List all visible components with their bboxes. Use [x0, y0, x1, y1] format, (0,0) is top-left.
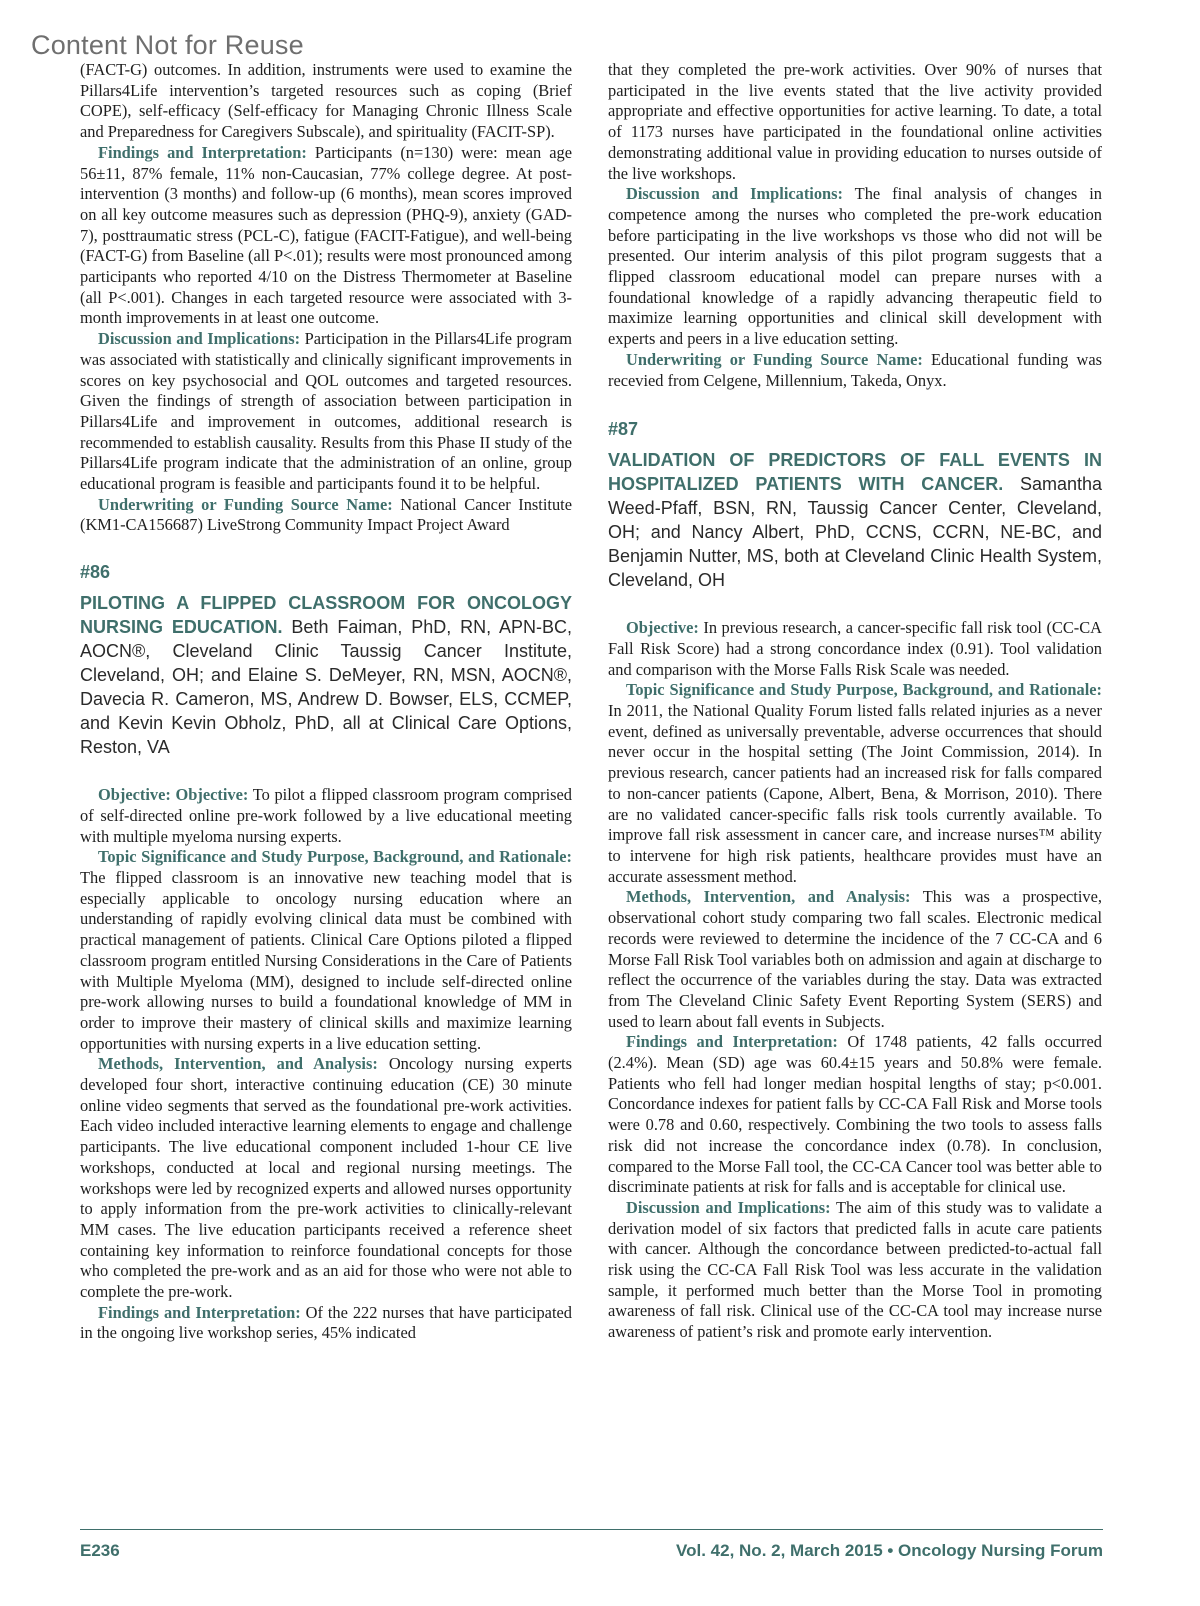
section-heading: Underwriting or Funding Source Name:	[98, 494, 393, 514]
paragraph-text: This was a prospective, observational cohort study comparing two fall scales. Electronic medical records were reviewed to determine the incidence of the 7 CC-CA and 6 Morse Fall Risk Tool variables both on admission and again at discharge to reflect the occurrence of the variables during the stay. Data was extracted from The Cleveland Clinic Safety Event Reporting System (SERS) and used to learn about fall events in Subjects.	[608, 887, 1102, 1031]
section-heading: Methods, Intervention, and Analysis:	[626, 887, 911, 907]
abstract-title-block	[80, 591, 572, 759]
right-column	[608, 60, 1102, 1343]
section-heading: Methods, Intervention, and Analysis:	[98, 1054, 378, 1074]
section-heading: Objective:	[626, 618, 699, 638]
section-heading: Underwriting or Funding Source Name:	[626, 349, 923, 369]
paragraph-text: Participants (n=130) were: mean age 56±11, 87% female, 11% non-Caucasian, 77% college degree. At post-intervention (3 months) and follow-up (6 months), mean scores improved on all key outcome measures such as depression (PHQ-9), anxiety (GAD-7), posttraumatic stress (PCL-C), fatigue (FACIT-Fatigue), and well-being (FACT-G) from Baseline (all P<.01); results were most pronounced among participants who reported 4/10 on the Distress Thermometer at Baseline (all P<.001). Changes in each targeted resource were associated with 3-month improvements in at least one outcome.	[80, 142, 572, 328]
paragraph-text: Oncology nursing experts developed four short, interactive continuing education (CE) 30 minute online video segments that served as the foundational pre-work activities. Each video included interactive learning elements to engage and challenge participants. The live educational component included 1-hour CE live workshops, conducted at local and regional nursing meetings. The workshops were led by recognized experts and allowed nurses opportunity to apply information from the pre-work activities to clinically-relevant MM cases. The live education participants received a reference sheet containing key information to reinforce foundational concepts for those who completed the pre-work and as an aid for those who were not able to complete the pre-work.	[80, 1054, 572, 1302]
paragraph-text: The aim of this study was to validate a derivation model of six factors that predicted falls in acute care patients with cancer. Although the concordance between predicted-to-actual fall risk using the CC-CA Fall Risk Tool was less accurate in the validation sample, it performed much better than the Morse Tool in promoting awareness of fall risk. Clinical use of the CC-CA tool may increase nurse awareness of patient’s risk and promote early intervention.	[608, 1197, 1102, 1342]
journal-citation: Vol. 42, No. 2, March 2015 • Oncology Nursing Forum	[676, 1541, 1103, 1560]
paragraph-funding	[608, 350, 1102, 391]
paragraph-funding	[80, 495, 572, 536]
section-heading: Findings and Interpretation:	[98, 1302, 301, 1322]
paragraph-text: Of 1748 patients, 42 falls occurred (2.4%). Mean (SD) age was 60.4±15 years and 50.8% were female. Patients who fell had longer median hospital lengths of stay; p<0.001. Concordance indexes for patient falls by CC-CA Fall Risk and Morse tools were 0.78 and 0.60, respectively. Combining the two tools to assess falls risk did not increase the concordance index (0.78). In conclusion, compared to the Morse Fall tool, the CC-CA Cancer tool was better able to discriminate patients at risk for falls and is acceptable for clinical use.	[608, 1032, 1102, 1197]
abstract-number: #86	[80, 562, 111, 583]
paragraph-text: In 2011, the National Quality Forum listed falls related injuries as a never event, defined as universally preventable, adverse occurrences that should never occur in the hospital setting (The Joint Commission, 2014). In previous research, cancer patients had an increased risk for falls compared to non-cancer patients (Capone, Albert, Bena, & Morrison, 2010). There are no validated cancer-specific falls risk tools currently available. To improve fall risk assessment in cancer care, and increase nurses™ ability to intervene for high risk patients, healthcare provides must have an accurate assessment method.	[608, 701, 1102, 886]
paragraph-topic	[608, 680, 1102, 887]
section-heading: Objective: Objective:	[98, 785, 249, 805]
paragraph-text: Participation in the Pillars4Life program was associated with statistically and clinically significant improvements in scores on key psychosocial and QOL outcomes and targeted resources. Given the findings of strength of association between participation in Pillars4Life and improvement in outcomes, additional research is recommended to establish causality. Results from this Phase II study of the Pillars4Life program indicate that the administration of an online, group educational program is feasible and participants found it to be helpful.	[80, 329, 572, 494]
paragraph-discussion	[608, 1198, 1102, 1343]
paragraph-objective	[608, 618, 1102, 680]
paragraph-text: In previous research, a cancer-specific fall risk tool (CC-CA Fall Risk Score) had a strong concordance index (0.91). Tool validation and comparison with the Morse Falls Risk Scale was needed.	[608, 618, 1102, 679]
section-heading: Discussion and Implications:	[626, 184, 844, 204]
abstract-title: PILOTING A FLIPPED CLASSROOM FOR ONCOLOGY NURSING EDUCATION.	[80, 593, 572, 638]
paragraph-text: National Cancer Institute (KM1-CA156687) LiveStrong Community Impact Project Award	[80, 494, 572, 535]
left-column	[80, 60, 572, 1344]
paragraph-methods	[80, 1054, 572, 1302]
abstract-title-block	[608, 448, 1102, 592]
paragraph-methods	[608, 887, 1102, 1032]
paragraph-text: The flipped classroom is an innovative new teaching model that is especially applicable to oncology nursing education where an understanding of rapidly evolving clinical data must be combined with practical management of patients. Clinical Care Options piloted a flipped classroom program entitled Nursing Considerations in the Care of Patients with Multiple Myeloma (MM), designed to include self-directed online pre-work allowing nurses to build a foundational knowledge of MM in order to improve their mastery of clinical skills and maximize learning opportunities with nursing experts in a live education setting.	[80, 867, 572, 1053]
paragraph-text: Educational funding was recevied from Celgene, Millennium, Takeda, Onyx.	[608, 349, 1102, 390]
section-heading: Findings and Interpretation:	[98, 142, 307, 162]
section-heading: Topic Significance and Study Purpose, Background, and Rationale:	[626, 680, 1102, 700]
abstract-authors: Beth Faiman, PhD, RN, APN-BC, AOCN®, Cleveland Clinic Taussig Cancer Institute, Cleveland, OH; and Elaine S. DeMeyer, RN, MSN, AOCN®, Davecia R. Cameron, MS, Andrew D. Bowser, ELS, CCMEP, and Kevin Kevin Obholz, PhD, all at Clinical Care Options, Reston, VA	[80, 617, 572, 758]
paragraph-findings	[80, 143, 572, 329]
paragraph-objective	[80, 785, 572, 847]
abstract-number: #87	[608, 419, 639, 440]
section-heading: Discussion and Implications:	[626, 1197, 831, 1217]
section-heading: Topic Significance and Study Purpose, Background, and Rationale:	[98, 847, 572, 867]
abstract-title: VALIDATION OF PREDICTORS OF FALL EVENTS IN HOSPITALIZED PATIENTS WITH CANCER.	[608, 450, 1102, 495]
paragraph-discussion	[80, 329, 572, 495]
section-heading: Discussion and Implications:	[98, 329, 301, 349]
paragraph-discussion	[608, 184, 1102, 350]
section-heading: Findings and Interpretation:	[626, 1032, 838, 1052]
paragraph-text: Of the 222 nurses that have participated in the ongoing live workshop series, 45% indicated	[80, 1302, 572, 1343]
paragraph-text: To pilot a flipped classroom program comprised of self-directed online pre-work followed by a live educational meeting with multiple myeloma nursing experts.	[80, 785, 572, 846]
abstract-authors: Samantha Weed-Pfaff, BSN, RN, Taussig Cancer Center, Cleveland, OH; and Nancy Albert, PhD, CCNS, CCRN, NE-BC, and Benjamin Nutter, MS, both at Cleveland Clinic Health System, Cleveland, OH	[608, 474, 1102, 591]
paragraph-findings	[608, 1032, 1102, 1198]
watermark: Content Not for Reuse	[31, 30, 304, 60]
paragraph-continued: that they completed the pre-work activities. Over 90% of nurses that participated in the live events stated that the live activity provided appropriate and effective opportunities for active learning. To date, a total of 1173 nurses have participated in the foundational online activities demonstrating additional value in providing education to nurses outside of the live workshops.	[608, 60, 1102, 183]
page-number: E236	[80, 1541, 120, 1560]
paragraph-findings	[80, 1303, 572, 1344]
paragraph-text: The final analysis of changes in competence among the nurses who completed the pre-work education before participating in the live workshops vs those who did not will be presented. Our interim analysis of this pilot program suggests that a flipped classroom educational model can prepare nurses with a foundational knowledge of a rapidly advancing therapeutic field to maximize learning opportunities and clinical skill development with experts and peers in a live education setting.	[608, 184, 1102, 349]
paragraph-continued: (FACT-G) outcomes. In addition, instruments were used to examine the Pillars4Life intervention’s targeted resources such as coping (Brief COPE), self-efficacy (Self-efficacy for Managing Chronic Illness Scale and Preparedness for Caregivers Subscale), and spirituality (FACIT-SP).	[80, 60, 572, 142]
paragraph-topic	[80, 847, 572, 1054]
footer-rule	[80, 1529, 1103, 1530]
